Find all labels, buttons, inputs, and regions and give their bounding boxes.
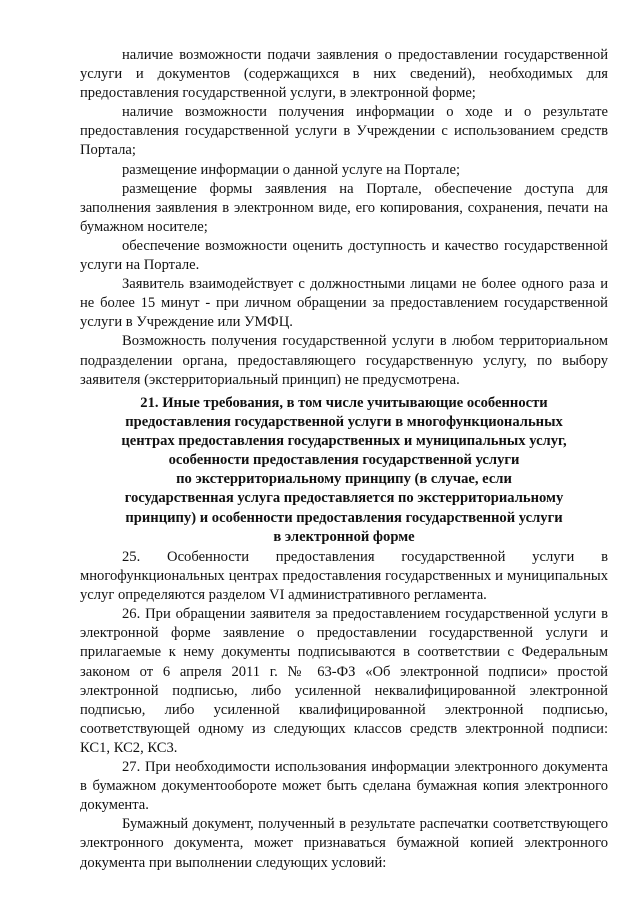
bottom-text-block [80,548,608,873]
heading-line: в электронной форме [273,528,415,545]
heading-line: по экстерриториальному принципу (в случае, если [176,471,512,488]
heading-line: предоставления государственной услуги в многофункциональных [125,414,563,431]
paragraph: 27. При необходимости использования информации электронного документа в бумажном документообороте может быть сделана бумажная копия электронного документа. [80,759,608,814]
top-text-block [80,46,608,390]
heading-line: 21. Иные требования, в том числе учитывающие особенности [140,395,548,411]
section-heading [84,394,604,547]
paragraph: обеспечение возможности оценить доступность и качество государственной услуги на Портале. [80,237,608,274]
heading-line: центрах предоставления государственных и муниципальных услуг, [121,433,567,450]
paragraph: наличие возможности подачи заявления о предоставлении государственной услуги и документов (содержащихся в них сведений), необходимых для предоставления государственной услуги, в электронной форме; [80,47,608,102]
heading-line: государственная услуга предоставляется по экстерриториальному [124,490,564,507]
heading-line: принципу) и особенности предоставления государственной услуги [125,509,563,526]
paragraph: размещение формы заявления на Портале, обеспечение доступа для заполнения заявления в электронном виде, его копирования, сохранения, печати на бумажном носителе; [80,180,608,235]
paragraph: размещение информации о данной услуге на Портале; [122,161,460,178]
heading-line: особенности предоставления государственной услуги [168,452,520,469]
paragraph: Бумажный документ, полученный в результате распечатки соответствующего электронного документа, может признаваться бумажной копией электронного документа при выполнении следующих условий: [80,816,608,871]
paragraph: наличие возможности получения информации о ходе и о результате предоставления государственной услуги в Учреждении с использованием средств Портала; [80,104,608,159]
paragraph: 26. При обращении заявителя за предоставлением государственной услуги в электронной форме заявление о предоставлении государственной услуги и прилагаемые к нему документы подписываются в соответствии с Федеральным законом от 6 апреля 2011 г. № 63-ФЗ «Об электронной подписи» простой электронной подписью, либо усиленной неквалифицированной электронной подписью, либо усиленной квалифицированной электронной подписью, соответствующей одному из следующих классов средств электронной подписи: КС1, КС2, КС3. [80,606,608,756]
paragraph: Заявитель взаимодействует с должностными лицами не более одного раза и не более 15 минут - при личном обращении за предоставлением государственной услуги в Учреждение или УМФЦ. [80,276,608,331]
paragraph: Возможность получения государственной услуги в любом территориальном подразделении органа, предоставляющего государственную услугу, по выбору заявителя (экстерриториальный принцип) не предусмотрена. [80,333,608,388]
paragraph: 25. Особенности предоставления государственной услуги в многофункциональных центрах предоставления государственных и муниципальных услуг определяются разделом VI административного регламента. [80,549,608,604]
